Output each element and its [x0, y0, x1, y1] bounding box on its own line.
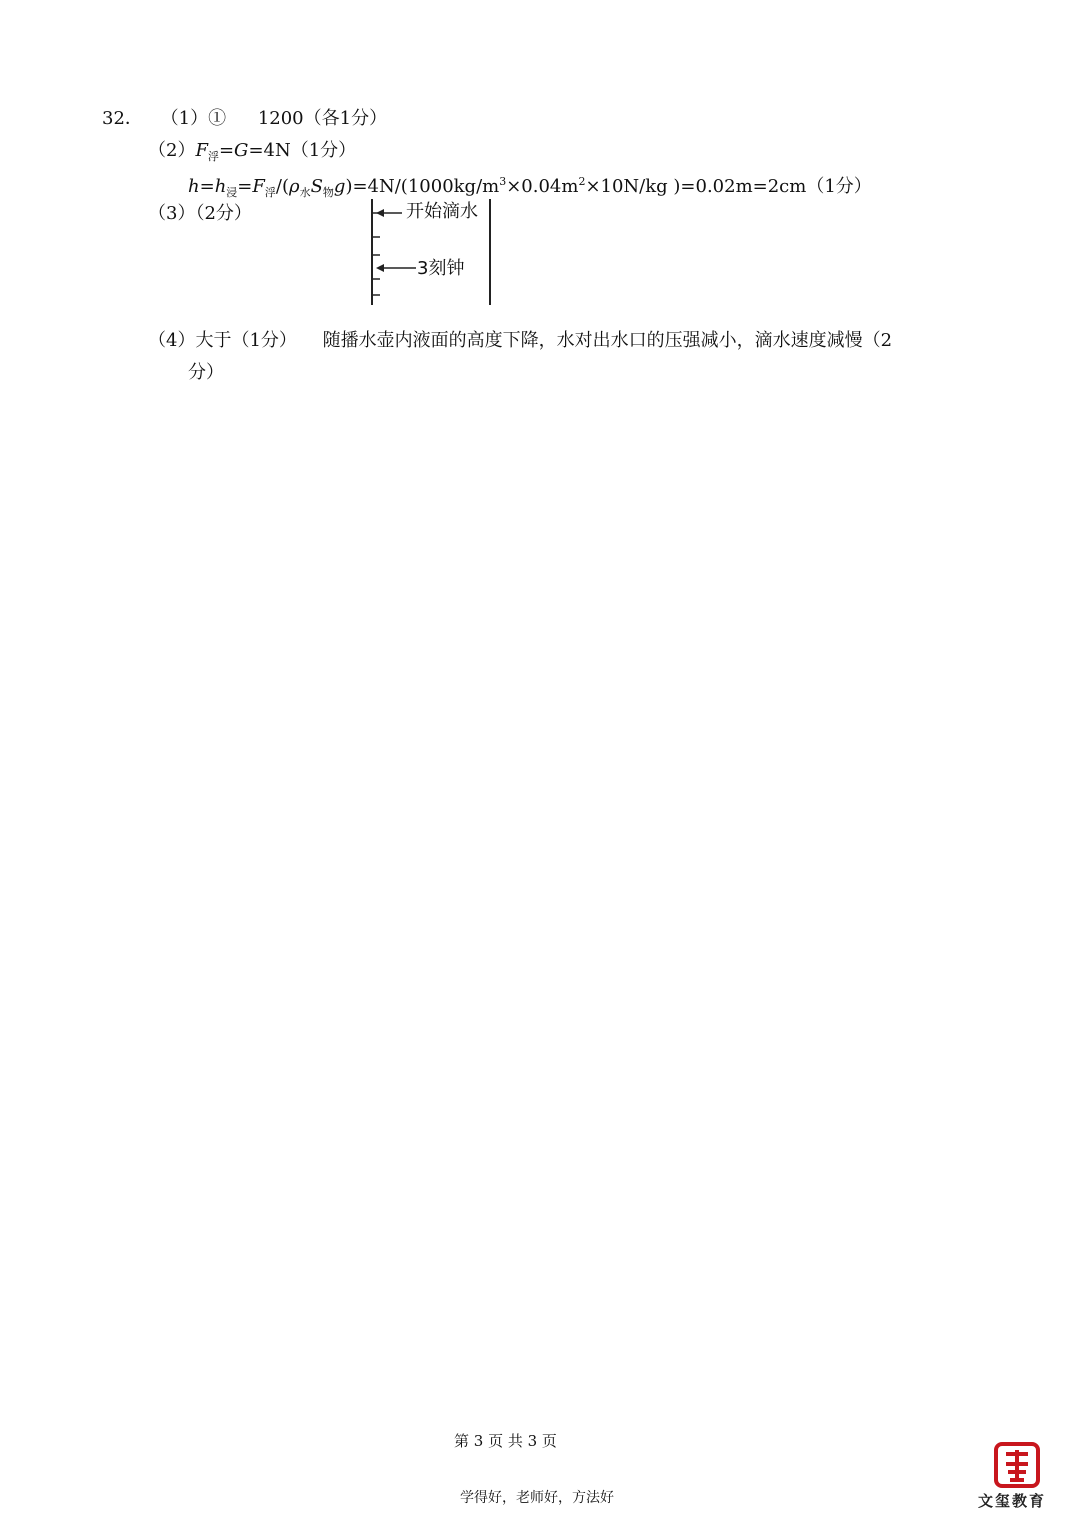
q32-part4-line1 — [148, 329, 892, 353]
sub-fu2: 浮 — [264, 186, 276, 199]
var-h: h — [188, 176, 200, 197]
cube-exp: 3 — [499, 175, 507, 188]
q32-part2-line1 — [148, 139, 356, 169]
q32-part2-line2 — [188, 170, 872, 205]
square-exp: 2 — [578, 175, 586, 188]
formula-part2: )=4N/(1000kg/m — [345, 176, 500, 197]
equals: = — [199, 176, 215, 197]
sub-wu: 物 — [322, 186, 334, 199]
slogan: 学得好，老师好，方法好 — [460, 1490, 614, 1506]
var-F: F — [195, 140, 208, 161]
sub-jin: 浸 — [226, 186, 238, 199]
part2-label: （2） — [148, 140, 196, 161]
brand-name: 文玺教育 — [978, 1492, 1047, 1510]
equals: = — [237, 176, 253, 197]
slash: /( — [275, 176, 289, 197]
var-G: G — [234, 140, 249, 161]
label-three-ke: 3刻钟 — [417, 258, 465, 279]
sub-fu: 浮 — [207, 150, 219, 163]
part4-reason: 随播水壶内液面的高度下降，水对出水口的压强减小，滴水速度减慢（2 — [322, 330, 893, 351]
var-rho: ρ — [288, 176, 300, 197]
part1-value: 1200 — [257, 108, 304, 129]
drip-scale-diagram — [368, 197, 494, 307]
formula-part4: ×10N/kg )=0.02m=2cm（1分） — [585, 176, 872, 197]
q32-part3-label: （3）（2分） — [148, 203, 252, 224]
part4-answer: 大于（1分） — [195, 330, 297, 351]
part1-score: （各1分） — [303, 108, 388, 129]
formula-part3: ×0.04m — [506, 176, 579, 197]
q32-part1-line — [102, 107, 387, 131]
arrow-mid-head — [376, 264, 384, 272]
question-number: 32． — [102, 108, 143, 129]
sub-shui: 水 — [299, 186, 311, 199]
part2-result1: =4N（1分） — [248, 140, 357, 161]
var-h-jin: h — [214, 176, 227, 197]
var-S: S — [310, 176, 323, 197]
brand-seal-logo — [992, 1440, 1042, 1490]
equals: = — [218, 140, 235, 161]
part1-label: （1） — [160, 108, 209, 129]
circle-one: ① — [208, 108, 227, 129]
seal-svg — [992, 1440, 1042, 1490]
arrow-top-head — [376, 209, 384, 217]
part4-label: （4） — [148, 330, 196, 351]
var-g: g — [333, 176, 346, 197]
var-F-fu: F — [252, 176, 265, 197]
part4-reason-cont: 分） — [188, 362, 224, 383]
label-start-drip: 开始滴水 — [406, 201, 478, 222]
page-number: 第 3 页 共 3 页 — [454, 1432, 557, 1450]
